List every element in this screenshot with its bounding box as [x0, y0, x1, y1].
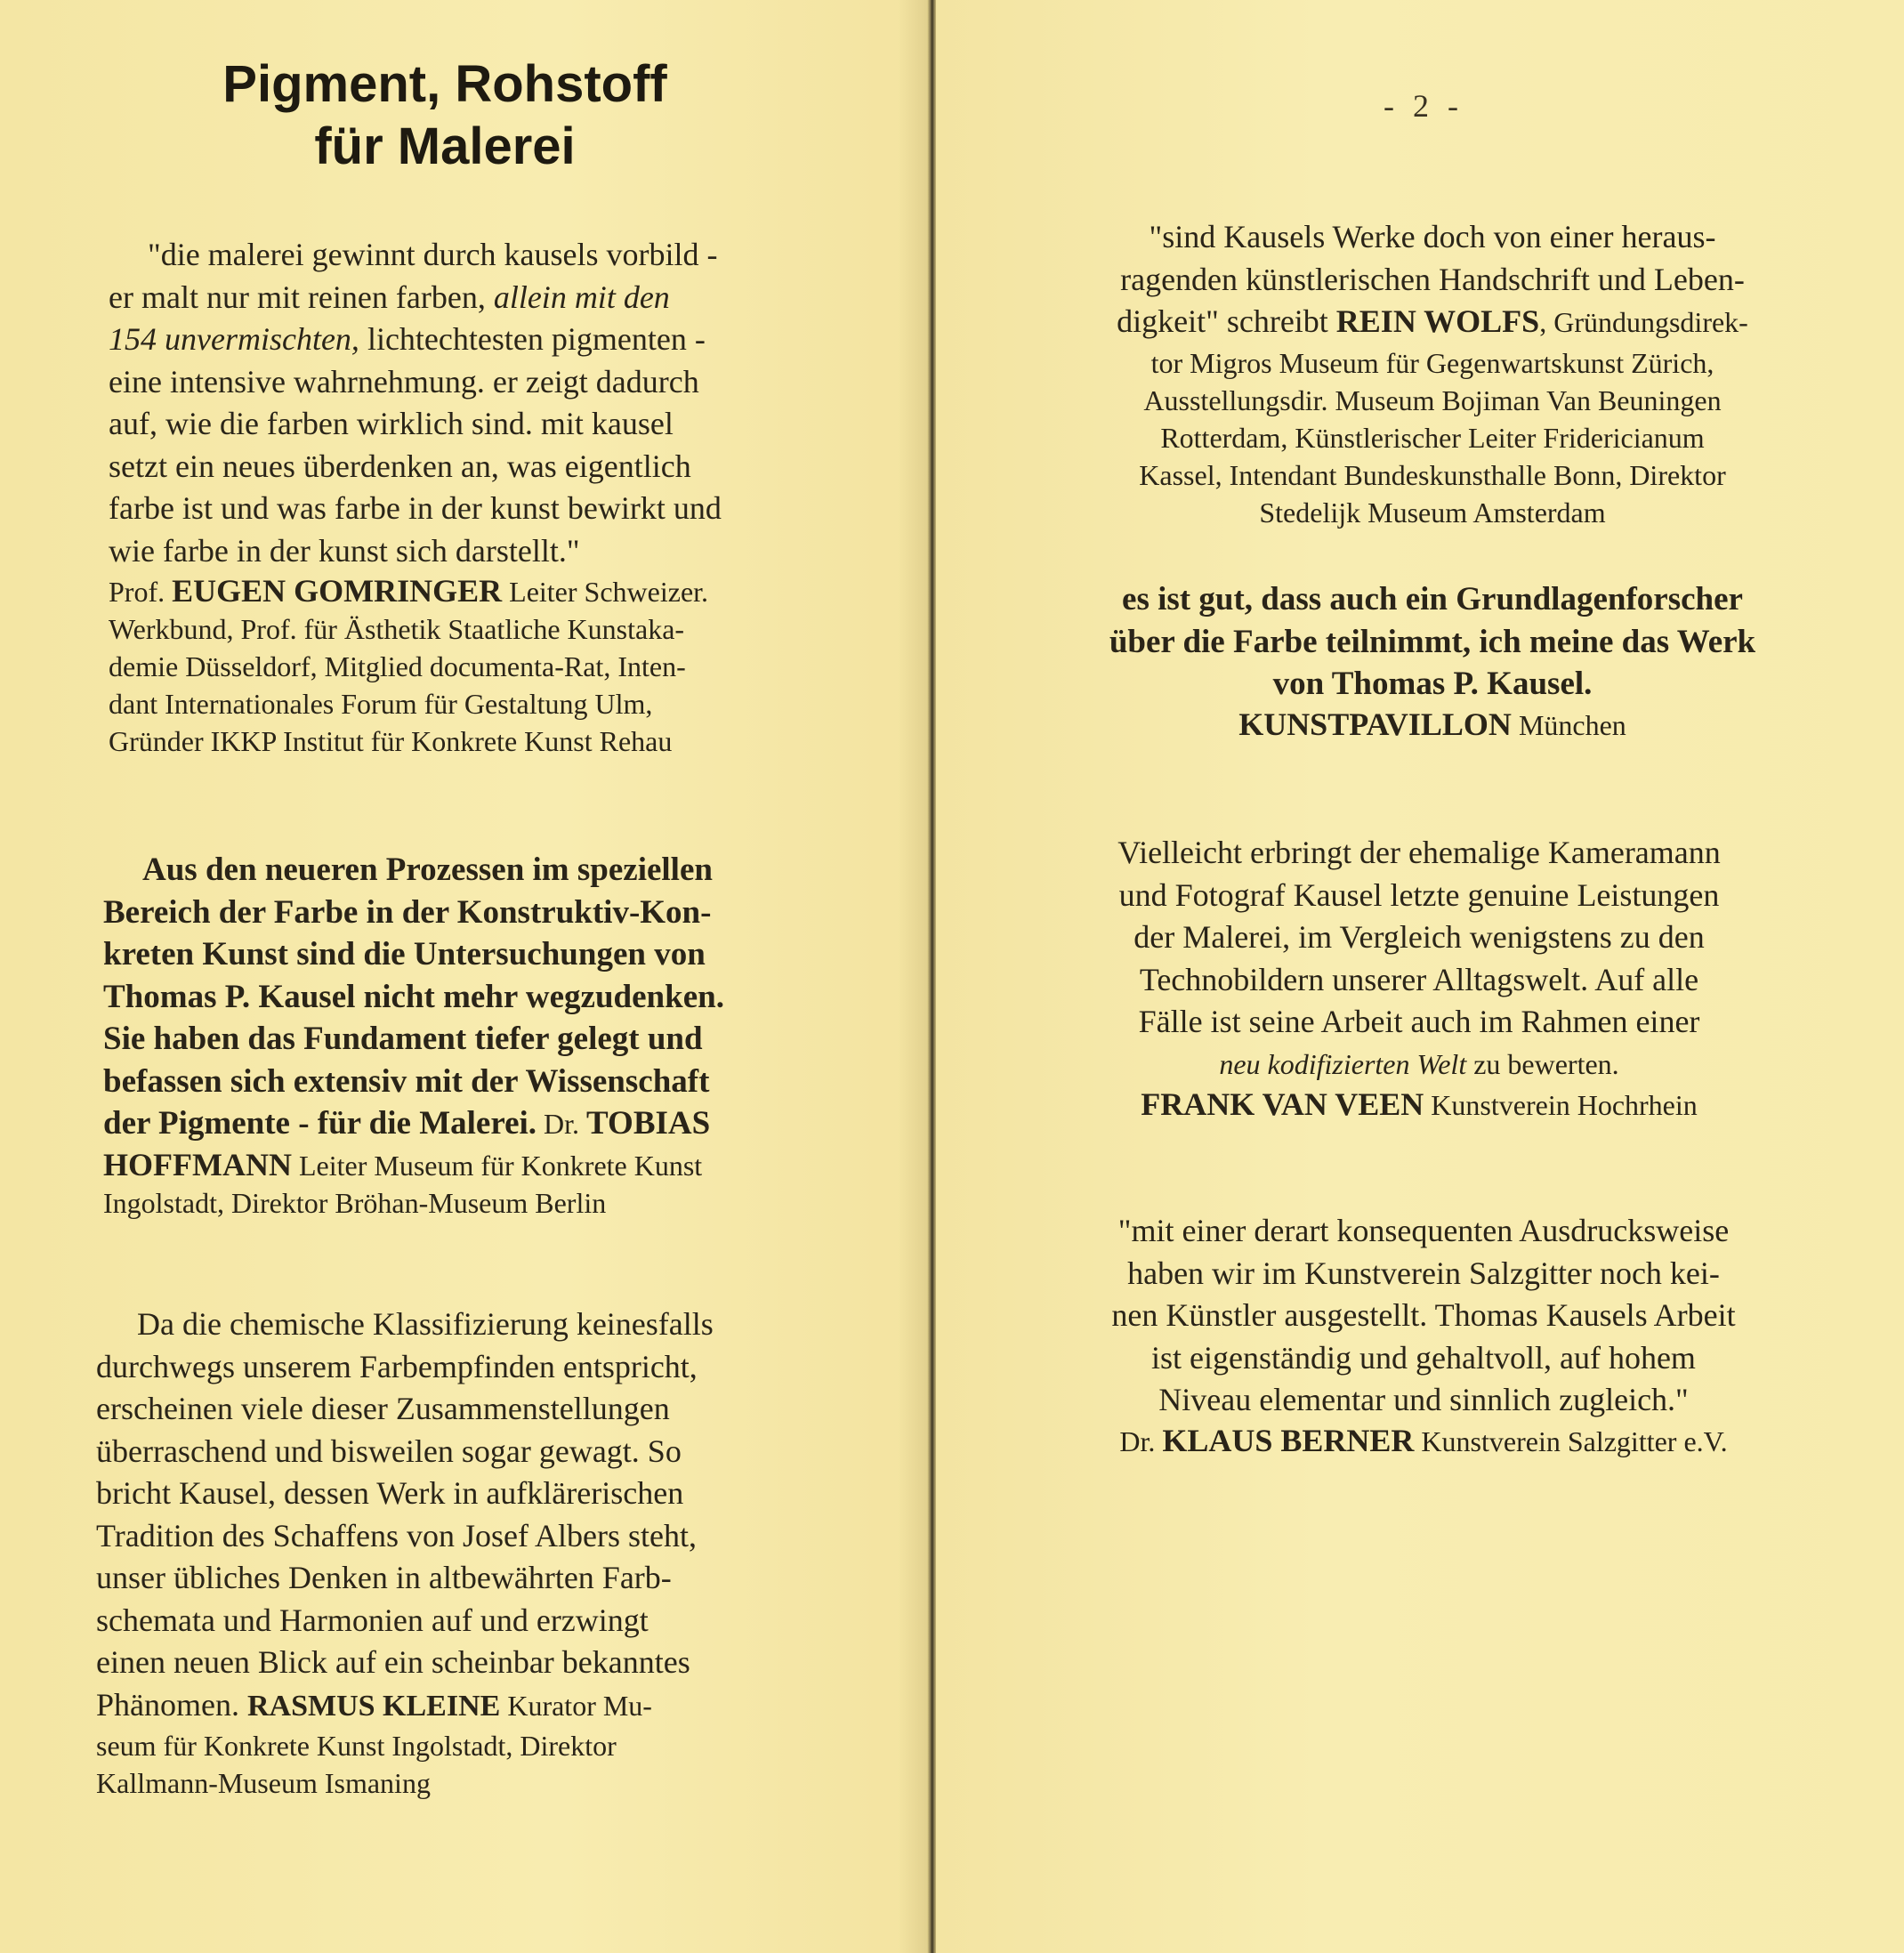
quote-kleine: Da die chemische Klassifizierung keinesfalls durchwegs unserem Farbempfinden entspricht, erscheinen viele dieser Zusammenstellungen überraschend und bisweilen sogar gewagt. So bricht Kausel, dessen Werk in aufklärerischen Tradition des Schaffens von Josef Albers steht, unser übliches Denken in altbewährten Farb- schemata und Harmonien auf und erzwingt einen neuen Blick auf ein scheinbar bekanntes Phänomen. RASMUS KLEINE Kurator Mu- seum für Konkrete Kunst Ingolstadt, Direktor Kallmann-Museum Ismaning	[96, 1303, 915, 1802]
quote-kunstpavillon: es ist gut, dass auch ein Grundlagenforscher über die Farbe teilnimmt, ich meine das Werk von Thomas P. Kausel. KUNSTPAVILLON München	[1032, 578, 1833, 744]
attribution-gomringer: Prof. EUGEN GOMRINGER Leiter Schweizer. Werkbund, Prof. für Ästhetik Staatliche Kunstaka- demie Düsseldorf, Mitglied documenta-Rat, Inten- dant Internationales Forum für Gestaltung Ulm, Gründer IKKP Institut für Konkrete Kunst Rehau	[109, 573, 709, 757]
quote-line: er malt nur mit reinen farben, allein mit den	[109, 278, 670, 315]
attribution-hoffmann: HOFFMANN Leiter Museum für Konkrete Kunst Ingolstadt, Direktor Bröhan-Museum Berlin	[103, 1146, 703, 1219]
quote-line: wie farbe in der kunst sich darstellt."	[109, 532, 580, 569]
quote-line: auf, wie die farben wirklich sind. mit kausel	[109, 406, 674, 441]
quote-line: farbe ist und was farbe in der kunst bewirkt und	[109, 490, 722, 526]
attribution-van-veen: FRANK VAN VEEN Kunstverein Hochrhein	[1141, 1086, 1698, 1122]
quote-berner: "mit einer derart konsequenten Ausdrucksweise haben wir im Kunstverein Salzgitter noch kei- nen Künstler ausgestellt. Thomas Kausels Arbeit ist eigenständig und gehaltvoll, auf hohem Niveau elementar und sinnlich zugleich." Dr. KLAUS BERNER Kunstverein Salzgitter e.V.	[1019, 1210, 1828, 1460]
attribution-wolfs: tor Migros Museum für Gegenwartskunst Zürich, Ausstellungsdir. Museum Bojiman Van Beuningen Rotterdam, Künstlerischer Leiter Fridericianum Kassel, Intendant Bundeskunsthalle Bonn, Direktor Stedelijk Museum Amsterdam	[1139, 346, 1726, 529]
quote-line: 154 unvermischten, lichtechtesten pigmenten -	[109, 321, 706, 357]
title-line-2: für Malerei	[314, 117, 576, 175]
quote-hoffmann: Aus den neueren Prozessen im speziellen Bereich der Farbe in der Konstruktiv-Kon- kreten Kunst sind die Untersuchungen von Thomas P. Kausel nicht mehr wegzudenken. Sie haben das Fundament tiefer gelegt und befassen sich extensiv mit der Wissenschaft der Pigmente - für die Malerei. Dr. TOBIAS HOFFMANN Leiter Museum für Konkrete Kunst Ingolstadt, Direktor Bröhan-Museum Berlin	[103, 849, 904, 1222]
page-number: - 2 -	[1384, 88, 1464, 124]
page-title	[107, 53, 783, 178]
title-line-1: Pigment, Rohstoff	[222, 55, 667, 113]
attribution-kunstpavillon: KUNSTPAVILLON München	[1238, 706, 1626, 742]
quote-van-veen: Vielleicht erbringt der ehemalige Kameramann und Fotograf Kausel letzte genuine Leistungen der Malerei, im Vergleich wenigstens zu den Technobildern unserer Alltagswelt. Auf alle Fälle ist seine Arbeit auch im Rahmen einer neu kodifizierten Welt zu bewerten. FRANK VAN VEEN Kunstverein Hochrhein	[1019, 832, 1819, 1124]
quote-wolfs: "sind Kausels Werke doch von einer heraus- ragenden künstlerischen Handschrift und Leben- digkeit" schreibt REIN WOLFS, Gründungsdirek- tor Migros Museum für Gegenwartskunst Zürich, Ausstellungsdir. Museum Bojiman Van Beuningen Rotterdam, Künstlerischer Leiter Fridericianum Kassel, Intendant Bundeskunsthalle Bonn, Direktor Stedelijk Museum Amsterdam	[1032, 216, 1833, 531]
attribution-berner: Dr. KLAUS BERNER Kunstverein Salzgitter e.V.	[1119, 1422, 1728, 1458]
attribution-kleine: seum für Konkrete Kunst Ingolstadt, Direktor Kallmann-Museum Ismaning	[96, 1730, 617, 1799]
quote-line: "die malerei gewinnt durch kausels vorbild -	[148, 237, 718, 272]
quote-line: eine intensive wahrnehmung. er zeigt dadurch	[109, 363, 699, 399]
quote-gomringer	[109, 234, 909, 760]
quote-line: setzt ein neues überdenken an, was eigentlich	[109, 448, 691, 484]
book-gutter	[927, 0, 936, 1953]
